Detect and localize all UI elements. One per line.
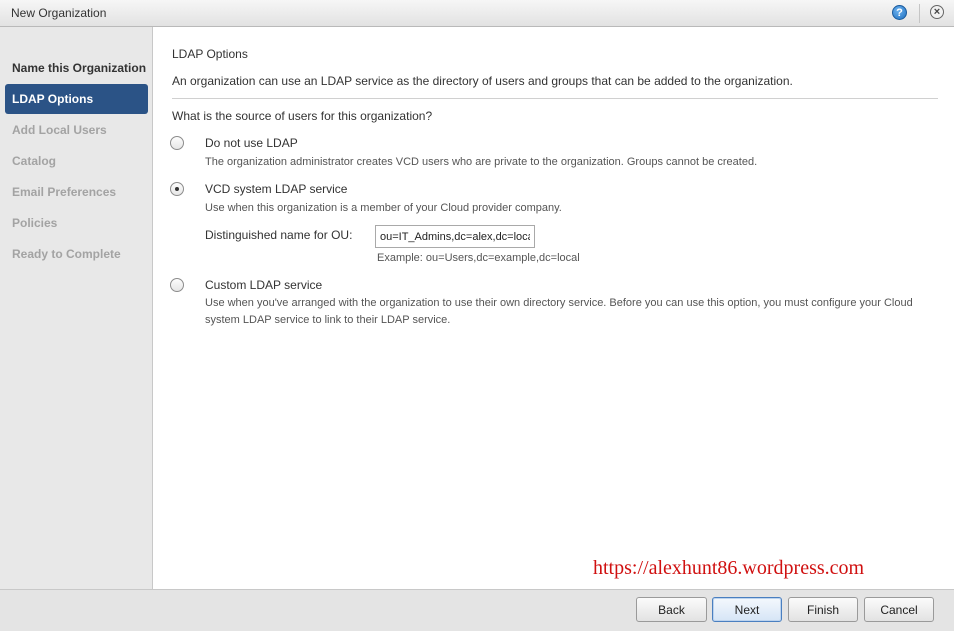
option-desc-do-not-use-ldap: The organization administrator creates VCD users who are private to the organization. Groups cannot be created. bbox=[205, 156, 758, 168]
radio-vcd-system-ldap[interactable] bbox=[170, 182, 184, 196]
ldap-options-panel bbox=[153, 27, 954, 589]
step-add-local-users: Add Local Users bbox=[12, 123, 107, 137]
option-label-custom-ldap[interactable]: Custom LDAP service bbox=[205, 278, 323, 292]
source-question: What is the source of users for this organization? bbox=[172, 109, 433, 123]
step-ready-to-complete: Ready to Complete bbox=[12, 247, 121, 261]
next-button[interactable]: Next bbox=[712, 597, 782, 622]
step-policies: Policies bbox=[12, 216, 58, 230]
radio-custom-ldap[interactable] bbox=[170, 278, 184, 292]
wizard-steps-sidebar bbox=[0, 27, 153, 589]
radio-do-not-use-ldap[interactable] bbox=[170, 136, 184, 150]
option-label-do-not-use-ldap[interactable]: Do not use LDAP bbox=[205, 136, 298, 150]
ou-example-text: Example: ou=Users,dc=example,dc=local bbox=[377, 252, 580, 264]
finish-button[interactable]: Finish bbox=[788, 597, 858, 622]
help-icon[interactable]: ? bbox=[892, 5, 907, 20]
option-label-vcd-system-ldap[interactable]: VCD system LDAP service bbox=[205, 182, 348, 196]
step-name-organization[interactable]: Name this Organization bbox=[12, 61, 147, 75]
option-desc-vcd-system-ldap: Use when this organization is a member of your Cloud provider company. bbox=[205, 202, 562, 214]
wizard-footer bbox=[0, 589, 954, 631]
title-separator bbox=[919, 4, 920, 23]
watermark-url: https://alexhunt86.wordpress.com bbox=[593, 557, 865, 579]
step-email-preferences: Email Preferences bbox=[12, 185, 117, 199]
step-catalog: Catalog bbox=[12, 154, 57, 168]
window-title: New Organization bbox=[11, 6, 107, 20]
ou-field-label: Distinguished name for OU: bbox=[205, 228, 353, 242]
close-icon[interactable]: × bbox=[930, 5, 944, 19]
ou-distinguished-name-input[interactable] bbox=[375, 225, 535, 248]
title-bar bbox=[0, 0, 954, 27]
back-button[interactable]: Back bbox=[636, 597, 707, 622]
option-desc-custom-ldap: Use when you've arranged with the organization to use their own directory service. Before you can use this option, you must configure your Cloud system LDAP service to link to their LDAP service. bbox=[205, 297, 913, 326]
radio-selected-dot bbox=[175, 187, 179, 191]
divider bbox=[172, 98, 938, 99]
cancel-button[interactable]: Cancel bbox=[864, 597, 934, 622]
intro-text: An organization can use an LDAP service as the directory of users and groups that can be added to the organization. bbox=[172, 74, 793, 88]
section-title: LDAP Options bbox=[172, 47, 248, 61]
step-ldap-options[interactable]: LDAP Options bbox=[5, 84, 148, 114]
